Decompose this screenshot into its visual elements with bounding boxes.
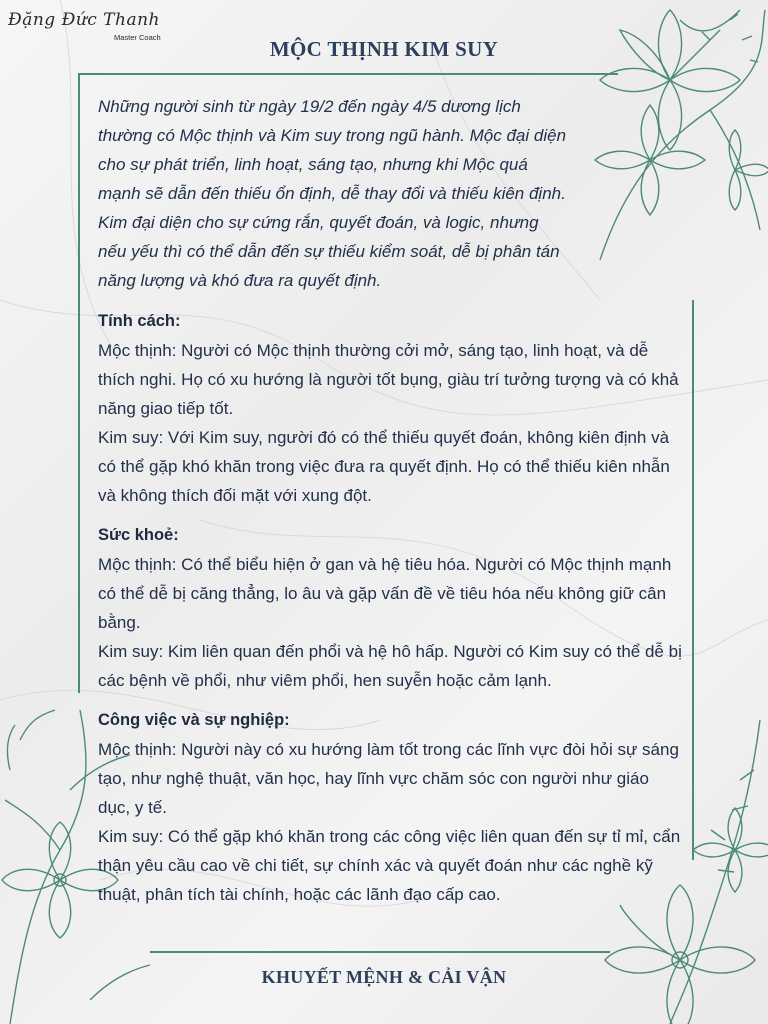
section-heading: Sức khoẻ: (98, 526, 179, 544)
kim-suy-text: Kim suy: Với Kim suy, người đó có thể thiếu quyết đoán, không kiên định và có thể gặp khó khăn trong việc đưa ra quyết định. Họ có thể thiếu kiên nhẫn và không thích đối mặt với xung đột. (98, 428, 670, 505)
footer-title: KHUYẾT MỆNH & CẢI VẬN (261, 967, 507, 987)
frame-right-line (692, 300, 694, 860)
logo-signature: Đặng Đức Thanh (8, 10, 161, 30)
kim-suy-text: Kim suy: Có thể gặp khó khăn trong các công việc liên quan đến sự tỉ mỉ, cẩn thận yêu cầu cao về chi tiết, sự chính xác và quyết đoán như các nghề kỹ thuật, phân tích tài chính, hoặc các lãnh đạo cấp cao. (98, 827, 681, 904)
page-title: MỘC THỊNH KIM SUY (269, 37, 499, 61)
intro-paragraph: Những người sinh từ ngày 19/2 đến ngày 4/5 dương lịch thường có Mộc thịnh và Kim suy trong ngũ hành. Mộc đại diện cho sự phát triển, linh hoạt, sáng tạo, nhưng khi Mộc quá mạnh sẽ dẫn đến thiếu ổn định, dễ thay đổi và thiếu kiên định. Kim đại diện cho sự cứng rắn, quyết đoán, và logic, nhưng nếu yếu thì có thể dẫn đến sự thiếu kiểm soát, dễ bị phân tán năng lượng và khó đưa ra quyết định. (98, 97, 567, 290)
content-body (98, 92, 683, 920)
moc-thinh-text: Mộc thịnh: Có thể biểu hiện ở gan và hệ tiêu hóa. Người có Mộc thịnh mạnh có thể dễ bị căng thẳng, lo âu và gặp vấn đề về tiêu hóa nếu không giữ cân bằng. (98, 555, 672, 632)
frame-bottom-line (150, 951, 610, 953)
moc-thinh-text: Mộc thịnh: Người có Mộc thịnh thường cởi mở, sáng tạo, linh hoạt, và dễ thích nghi. Họ có xu hướng là người tốt bụng, giàu trí tưởng tượng và có khả năng giao tiếp tốt. (98, 341, 679, 418)
section-heading: Công việc và sự nghiệp: (98, 711, 290, 729)
frame-left-line (78, 73, 80, 693)
section-personality (98, 307, 683, 510)
section-health (98, 521, 683, 695)
section-heading: Tính cách: (98, 312, 181, 330)
section-career (98, 706, 683, 909)
kim-suy-text: Kim suy: Kim liên quan đến phổi và hệ hô hấp. Người có Kim suy có thể dễ bị các bệnh về phổi, như viêm phổi, hen suyễn hoặc cảm lạnh. (98, 642, 682, 690)
frame-top-line (78, 73, 618, 75)
logo-subtitle: Master Coach (114, 33, 161, 42)
moc-thinh-text: Mộc thịnh: Người này có xu hướng làm tốt trong các lĩnh vực đòi hỏi sự sáng tạo, như nghệ thuật, văn học, hay lĩnh vực chăm sóc con người như giáo dục, y tế. (98, 740, 679, 817)
